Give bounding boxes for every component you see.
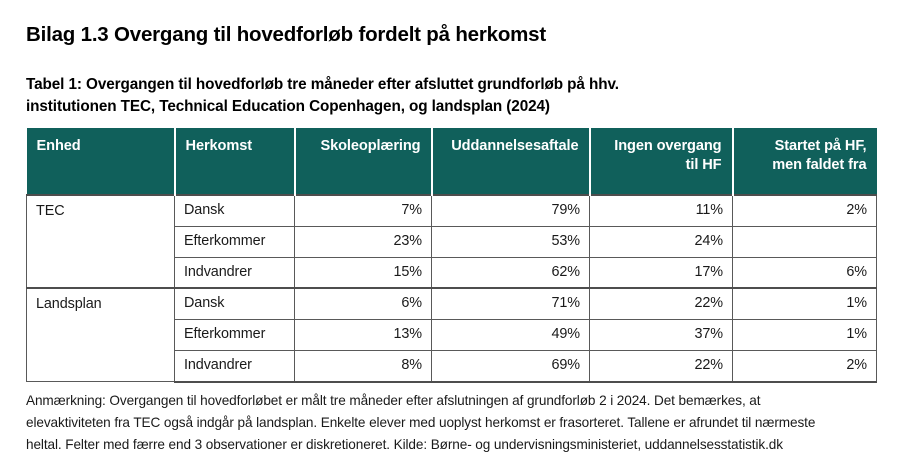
column-header-herkomst: Herkomst <box>175 128 295 195</box>
cell-ingen-overgang: 22% <box>590 350 733 381</box>
column-header-ingen-overgang: Ingen overgang til HF <box>590 128 733 195</box>
cell-uddannelsesaftale: 53% <box>432 226 590 257</box>
cell-uddannelsesaftale: 69% <box>432 350 590 381</box>
cell-skoleoplaering: 13% <box>295 320 432 351</box>
table-row <box>27 195 877 226</box>
cell-ingen-overgang: 37% <box>590 320 733 351</box>
cell-ingen-overgang: 22% <box>590 288 733 319</box>
transition-statistics-table <box>26 128 877 383</box>
column-header-startet-paa-hf: Startet på HF, men faldet fra <box>733 128 877 195</box>
cell-skoleoplaering: 23% <box>295 226 432 257</box>
table-footnote: Anmærkning: Overgangen til hovedforløbet er målt tre måneder efter afslutningen af grundforløb 2 i 2024. Det bemærkes, at elevaktiviteten fra TEC også indgår på landsplan. Enkelte elever med uoplyst herkomst er frasorteret. Tallene er afrundet til nærmeste heltal. Felter med færre end 3 observationer er diskretioneret. Kilde: Børne- og undervisningsministeriet, uddannelsesstatistik.dk <box>26 392 816 452</box>
cell-startet-paa-hf: 1% <box>733 288 877 319</box>
cell-ingen-overgang: 11% <box>590 195 733 226</box>
table-row <box>27 288 877 319</box>
cell-startet-paa-hf: 6% <box>733 257 877 288</box>
cell-uddannelsesaftale: 79% <box>432 195 590 226</box>
cell-startet-paa-hf <box>733 226 877 257</box>
cell-ingen-overgang: 24% <box>590 226 733 257</box>
cell-skoleoplaering: 15% <box>295 257 432 288</box>
column-header-enhed: Enhed <box>27 128 175 195</box>
cell-ingen-overgang: 17% <box>590 257 733 288</box>
cell-skoleoplaering: 6% <box>295 288 432 319</box>
table-caption-line-2: institutionen TEC, Technical Education Copenhagen, og landsplan (2024) <box>26 98 550 116</box>
row-group-label: TEC <box>27 195 175 288</box>
column-header-skoleoplaering: Skoleoplæring <box>295 128 432 195</box>
table-header-row <box>27 128 877 195</box>
cell-herkomst: Dansk <box>175 195 295 226</box>
page-title: Bilag 1.3 Overgang til hovedforløb fordelt på herkomst <box>26 23 547 46</box>
cell-uddannelsesaftale: 71% <box>432 288 590 319</box>
cell-startet-paa-hf: 2% <box>733 195 877 226</box>
cell-herkomst: Efterkommer <box>175 320 295 351</box>
cell-uddannelsesaftale: 62% <box>432 257 590 288</box>
table-caption-line-1: Tabel 1: Overgangen til hovedforløb tre måneder efter afsluttet grundforløb på hhv. <box>26 75 619 93</box>
table-body <box>27 195 877 381</box>
cell-uddannelsesaftale: 49% <box>432 320 590 351</box>
table-caption <box>26 48 726 119</box>
cell-skoleoplaering: 7% <box>295 195 432 226</box>
table-header <box>27 128 877 195</box>
cell-herkomst: Efterkommer <box>175 226 295 257</box>
cell-herkomst: Dansk <box>175 288 295 319</box>
cell-startet-paa-hf: 1% <box>733 320 877 351</box>
cell-startet-paa-hf: 2% <box>733 350 877 381</box>
cell-skoleoplaering: 8% <box>295 350 432 381</box>
cell-herkomst: Indvandrer <box>175 257 295 288</box>
column-header-uddannelsesaftale: Uddannelsesaftale <box>432 128 590 195</box>
row-group-label: Landsplan <box>27 288 175 381</box>
cell-herkomst: Indvandrer <box>175 350 295 381</box>
